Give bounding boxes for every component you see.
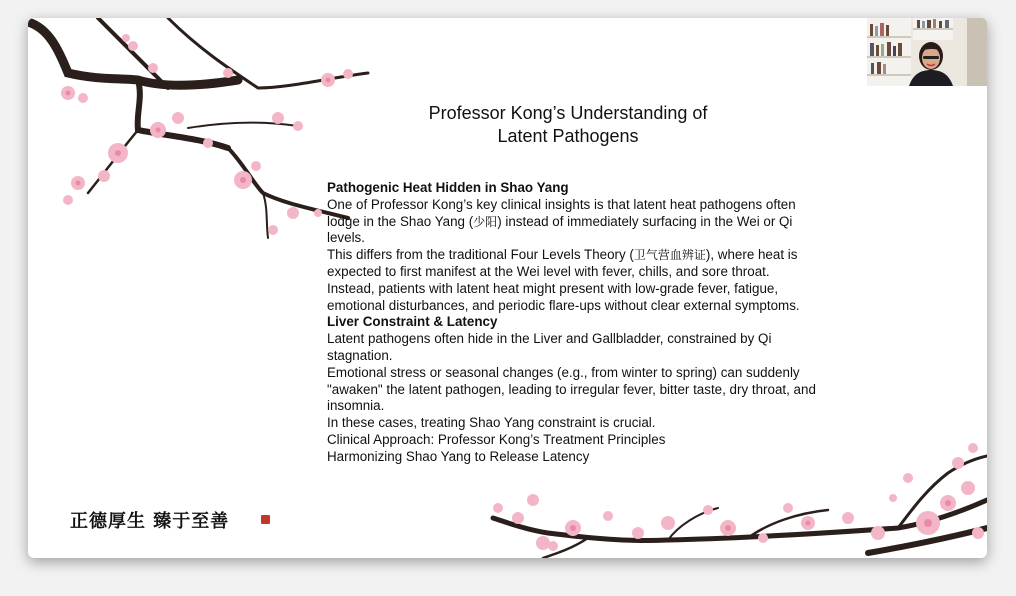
paragraph-liver-gallbladder: Latent pathogens often hide in the Liver and Gallbladder, constrained by Qi stagnation. xyxy=(327,331,772,363)
paragraph-text: This differs from the traditional Four Levels Theory ( xyxy=(327,247,634,263)
line-harmonizing-shao-yang: Harmonizing Shao Yang to Release Latency xyxy=(327,448,590,464)
section-heading-liver-constraint: Liver Constraint & Latency xyxy=(327,314,498,330)
paragraph-text: ), where heat is expected to first manifest at the Wei level with fever, chills, and sore throat. xyxy=(327,247,798,279)
presenter-video-feed xyxy=(867,18,987,86)
paragraph-text: One of Professor Kong’s key clinical insights is that latent heat pathogens often lodge in the Shao Yang ( xyxy=(327,196,796,229)
red-seal-stamp xyxy=(261,515,270,524)
presentation-slide xyxy=(28,18,987,558)
paragraph-four-levels-theory xyxy=(327,247,827,281)
paragraph-text: ) instead of immediately surfacing in the Wei or Qi levels. xyxy=(327,213,793,246)
slide-title-line-1: Professor Kong’s Understanding of xyxy=(428,103,708,123)
paragraph-shao-yang-crucial: In these cases, treating Shao Yang constraint is crucial. xyxy=(327,415,656,431)
slide-title xyxy=(368,102,768,148)
paragraph-latent-heat-lodge xyxy=(327,197,827,247)
chinese-term-shao-yang: 少阳 xyxy=(473,214,498,229)
presenter-video-tile[interactable] xyxy=(867,18,987,86)
slide-body xyxy=(327,180,827,466)
paragraph-latent-heat-symptoms: Instead, patients with latent heat might present with low-grade fever, fatigue, emotional disturbances, and periodic flare-ups without clear external symptoms. xyxy=(327,280,800,313)
calligraphy-motto: 正德厚生 臻于至善 xyxy=(70,511,230,532)
chinese-term-four-levels: 卫气营血辨证 xyxy=(633,248,706,263)
paragraph-emotional-stress: Emotional stress or seasonal changes (e.g., from winter to spring) can suddenly "awaken" the latent pathogen, leading to irregular fever, bitter taste, dry throat, and insomnia. xyxy=(327,364,816,414)
line-clinical-approach: Clinical Approach: Professor Kong’s Treatment Principles xyxy=(327,431,666,447)
slide-title-line-2: Latent Pathogens xyxy=(497,126,639,146)
section-heading-shao-yang: Pathogenic Heat Hidden in Shao Yang xyxy=(327,180,569,195)
